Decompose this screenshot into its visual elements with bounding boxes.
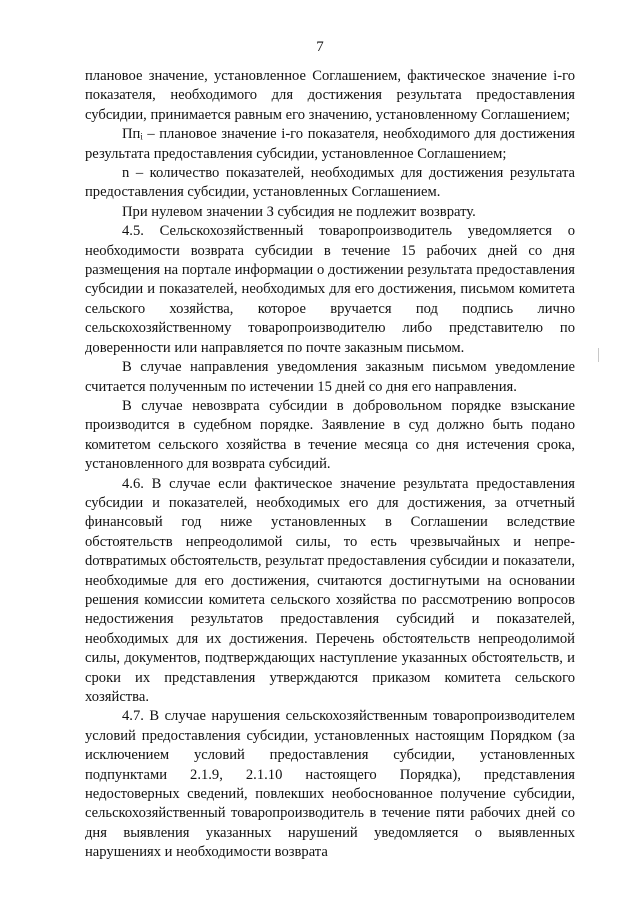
paragraph-zero-value: При нулевом значении З субсидия не подлежит возврату.	[122, 203, 476, 220]
paragraph-clause-4-7: 4.7. В случае нарушения сельскохозяйственным товаропроизводителем условий предоставления субсидии, установленных настоящим Порядком (за исключением условий предоставления субсидии, установленных подпунктами 2.1.9, 2.1.10 настоящего Порядка), представления недостоверных сведений, повлекших необоснованное получение субсидии, сельскохозяйственный товаропроизводитель в течение пяти рабочих дней со дня выявления указанных нарушений уведомляется о выявленных нарушениях и необходимости возврата	[85, 708, 575, 861]
document-body	[85, 67, 575, 863]
paragraph-clause-4-5: 4.5. Сельскохозяйственный товаропроизводитель уведомляется о необходимости возврата субсидии в течение 15 рабочих дней со дня размещения на портале информации о достижении результата предоставления субсидии и показателей, необходимых для его достижения, письмом комитета сельского хозяйства, которое вручается под подпись лично сельскохозяйственному товаропроизводителю либо представителю по доверенности или направляется по почте заказным письмом.	[85, 223, 575, 356]
page-number: 7	[316, 39, 324, 55]
paragraph-n-definition: n – количество показателей, необходимых для достижения результата предоставления субсидии, установленных Соглашением.	[85, 165, 575, 201]
paragraph-registered-letter: В случае направления уведомления заказным письмом уведомление считается полученным по истечении 15 дней со дня его направления.	[85, 359, 575, 395]
paragraph-ppi-definition: Ппᵢ – плановое значение i-го показателя, необходимого для достижения результата предоставления субсидии, установленное Соглашением;	[85, 126, 575, 162]
paragraph-non-return: В случае невозврата субсидии в добровольном порядке взыскание производится в судебном порядке. Заявление в суд должно быть подано комитетом сельского хозяйства в течение месяца со дня истечения срока, установленного для возврата субсидий.	[85, 397, 575, 473]
scan-artifact-mark	[598, 348, 599, 362]
paragraph-plan-value-continuation: плановое значение, установленное Соглашением, фактическое значение i-го показателя, необходимого для достижения результата предоставления субсидии, принимается равным его значению, установленному Соглашением;	[85, 68, 575, 123]
paragraph-clause-4-6: 4.6. В случае если фактическое значение результата предоставления субсидии и показателей, необходимых его для достижения, за отчетный финансовый год ниже установленных в Соглашении вследствие обстоятельств непреодолимой силы, то есть чрезвычайных и непреdотвратимых обстоятельств, результат предоставления субсидии и показатели, необходимые для его достижения, считаются достигнутыми на основании решения комиссии комитета сельского хозяйства по рассмотрению вопросов недостижения результатов предоставления субсидий и показателей, необходимых для их достижения. Перечень обстоятельств непреодолимой силы, документов, подтверждающих наступление указанных обстоятельств, и сроки их представления утверждаются приказом комитета сельского хозяйства.	[85, 475, 575, 705]
